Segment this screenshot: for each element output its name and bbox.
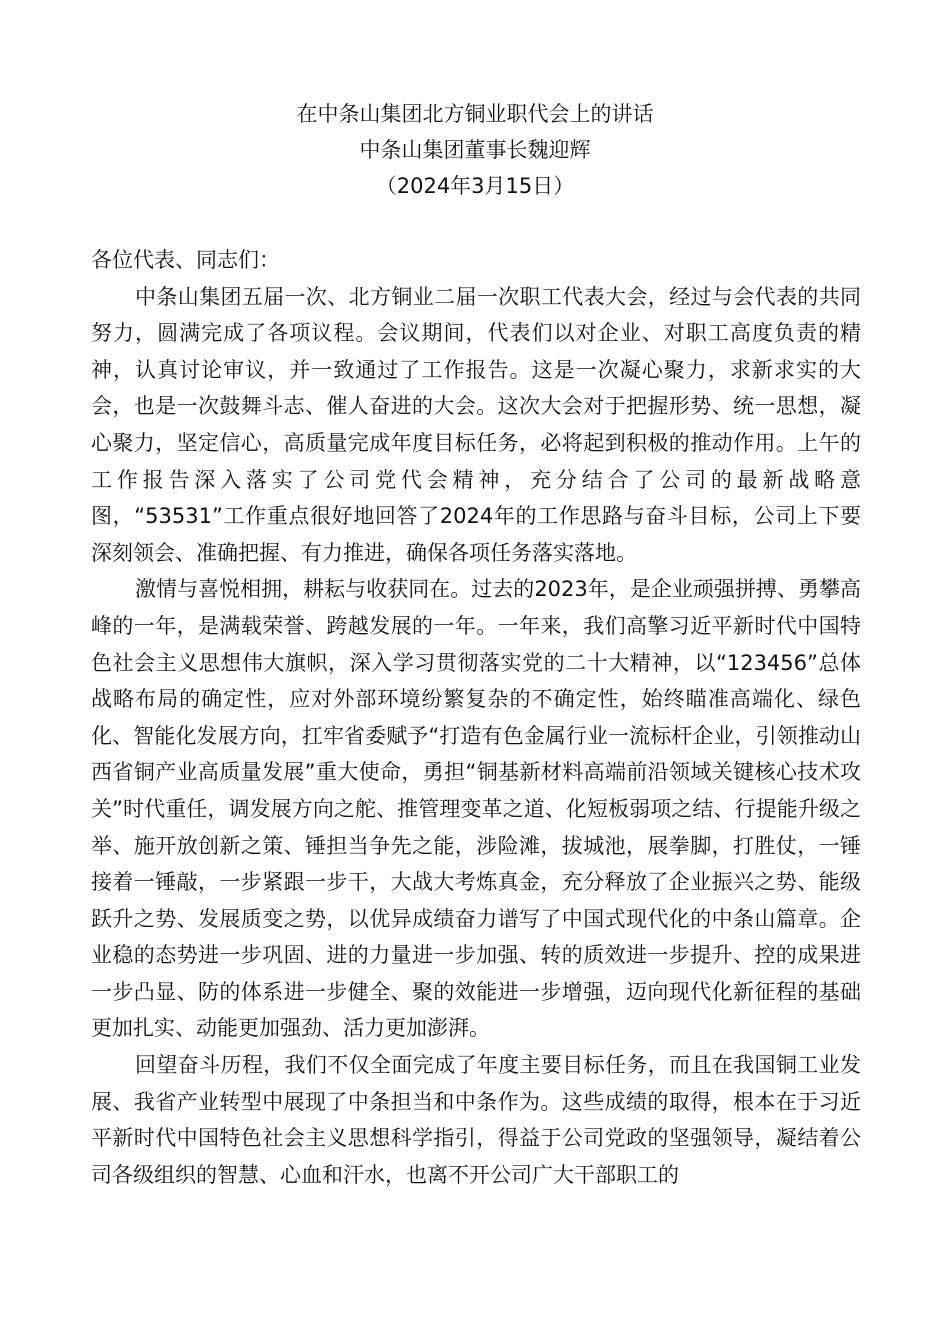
- paragraph-3: 回望奋斗历程，我们不仅全面完成了年度主要目标任务，而且在我国铜工业发展、我省产业转型中展现了中条担当和中条作为。这些成绩的取得，根本在于习近平新时代中国特色社会主义思想科学指引，得益于公司党政的坚强领导，凝结着公司各级组织的智慧、心血和汗水，也离不开公司广大干部职工的: [91, 1053, 861, 1187]
- salutation: 各位代表、同志们：: [91, 248, 280, 272]
- paragraph-1: 中条山集团五届一次、北方铜业二届一次职工代表大会，经过与会代表的共同努力，圆满完成了各项议程。会议期间，代表们以对企业、对职工高度负责的精神，认真讨论审议，并一致通过了工作报告。这是一次凝心聚力，求新求实的大会，也是一次鼓舞斗志、催人奋进的大会。这次大会对于把握形势、统一思想，凝心聚力，坚定信心，高质量完成年度目标任务，必将起到积极的推动作用。上午的工作报告深入落实了公司党代会精神，充分结合了公司的最新战略意图，“53531”工作重点很好地回答了2024年的工作思路与奋斗目标，公司上下要深刻领会、准确把握、有力推进，确保各项任务落实落地。: [91, 284, 861, 565]
- document-header: [0, 96, 950, 204]
- document-body: [91, 242, 861, 1193]
- document-title: 在中条山集团北方铜业职代会上的讲话: [296, 102, 654, 126]
- document-speaker: 中条山集团董事长魏迎辉: [359, 138, 591, 162]
- document-date: （2024年3月15日）: [375, 174, 575, 198]
- paragraph-2: 激情与喜悦相拥，耕耘与收获同在。过去的2023年，是企业顽强拼搏、勇攀高峰的一年，是满载荣誉、跨越发展的一年。一年来，我们高擎习近平新时代中国特色社会主义思想伟大旗帜，深入学习贯彻落实党的二十大精神，以“123456”总体战略布局的确定性，应对外部环境纷繁复杂的不确定性，始终瞄准高端化、绿色化、智能化发展方向，扛牢省委赋予“打造有色金属行业一流标杆企业，引领推动山西省铜产业高质量发展”重大使命，勇担“铜基新材料高端前沿领域关键核心技术攻关”时代重任，调发展方向之舵、推管理变革之道、化短板弱项之结、行提能升级之举、施开放创新之策、锤担当争先之能，涉险滩，拔城池，展拳脚，打胜仗，一锤接着一锤敲，一步紧跟一步干，大战大考炼真金，充分释放了企业振兴之势、能级跃升之势、发展质变之势，以优异成绩奋力谱写了中国式现代化的中条山篇章。企业稳的态势进一步巩固、进的力量进一步加强、转的质效进一步提升、控的成果进一步凸显、防的体系进一步健全、聚的效能进一步增强，迈向现代化新征程的基础更加扎实、动能更加强劲、活力更加澎湃。: [91, 577, 861, 1041]
